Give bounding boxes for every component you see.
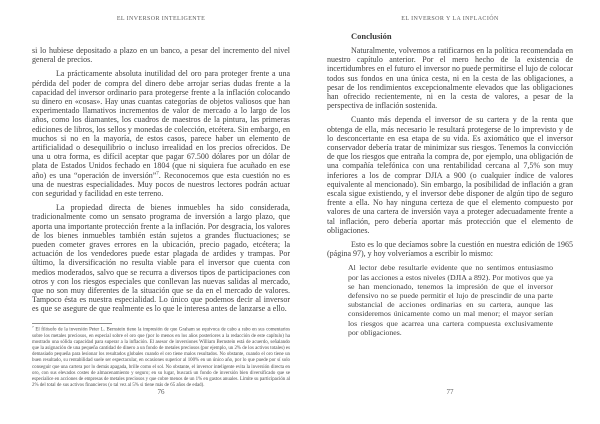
- footnote-reference: 7: [156, 170, 159, 176]
- page-number-right: 77: [446, 388, 454, 396]
- page-number-left: 76: [157, 388, 165, 396]
- footnote: [32, 323, 290, 390]
- running-header-right: EL INVERSOR Y LA INFLACIÓN: [401, 16, 499, 22]
- paragraph-text: La prácticamente absoluta inutilidad del oro para proteger frente a una pérdida del poder de compra del dinero debe arrojar serias dudas frente a la capacidad del inversor ordinario para protegerse frente a la inflación colocando su dinero en «cosas». Hay unas cuantas categorías de objetos valiosos que han experimentado llamativos incrementos de valor de mercado a lo largo de los años, como los diamantes, los cuadros de maestros de la pintura, las primeras ediciones de libros, los sellos y monedas de colección, etcétera. Sin embargo, en muchos si no en la mayoría, de estos casos, parece haber un elemento de artificialidad o desequilibrio o incluso irrealidad en los precios ofrecidos. De una u otra forma, es difícil aceptar que pagar 67.500 dólares por un dólar de plata de Estados Unidos fechado en 1804 (que ni siquiera fue acuñado en ese año) es una “operación de inversión”: [32, 69, 290, 180]
- right-page-body: [327, 31, 573, 337]
- body-paragraph: Esto es lo que decíamos sobre la cuestión en nuestra edición de 1965 (página 97), y hoy volveríamos a escribir lo mismo:: [327, 240, 573, 259]
- body-paragraph: Cuanto más dependa el inversor de su cartera y de la renta que obtenga de ella, más necesario le resultará protegerse de lo imprevisto y de lo desconcertante en esa etapa de su vida. Es axiomático que el inversor conservador debería tratar de minimizar sus riesgos. Tenemos la convicción de que los riesgos que entraña la compra de, por ejemplo, una obligación de una compañía telefónica con una rentabilidad cercana al 7,5% son muy inferiores a los de comprar DJIA a 900 (o cualquier índice de valores equivalente al mencionado). Sin embargo, la posibilidad de inflación a gran escala sigue existiendo, y el inversor debe disponer de algún tipo de seguro frente a ella. No hay ninguna certeza de que el elemento compuesto por valores de una cartera de inversión vaya a proteger adecuadamente frente a tal inflación, pero debería aportar más protección que el elemento de obligaciones.: [327, 115, 573, 235]
- paragraph-text: . Reconocemos que esta cuestión no es una de nuestras especialidades. Muy pocos de nuestros lectores podrán actuar con seguridad y facilidad en este terreno.: [32, 170, 290, 199]
- footnote-body: El filósofo de la inversión Peter L. Bernstein tiene la impresión de que Graham se equivoca de cabo a rabo en sus comentarios sobre los metales preciosos, en especial sobre el oro que (por lo menos en los años posteriores a la redacción de este capítulo) ha mostrado una sólida capacidad para superar a la inflación. El asesor de inversiones William Bernstein está de acuerdo, señalando que la asignación de una pequeña cantidad de dinero a un fondo de metales preciosos (por ejemplo, un 2% de los activos totales) es demasiado pequeña para lesionar los resultados globales cuando el oro tiene malos resultados. No obstante, cuando el oro tiene un buen resultado, su rentabilidad suele ser espectacular, en ocasiones superior al 100% en un único año, por lo que puede por sí solo conseguir que una cartera por lo demás apagada, brille como el sol. No obstante, el inversor inteligente evita la inversión directa en oro, con sus elevados costes de almacenamiento y seguro; en su lugar, buscará un fondo de inversión bien diversificado que se especialice en acciones de empresas de metales preciosos y que cobre menos de un 1% en gastos anuales. Limite su participación al 2% del total de sus activos financieros (o tal vez al 5% si tiene más de 65 años de edad).: [32, 327, 290, 389]
- body-paragraph: La propiedad directa de bienes inmuebles ha sido considerada, tradicionalmente como un sensato programa de inversión a largo plazo, que aporta una importante protección frente a la inflación. Por desgracia, los valores de los bienes inmuebles también están sujetos a grandes fluctuaciones; se pueden cometer graves errores en la ubicación, precio pagado, etcétera; la actuación de los vendedores puede estar plagada de ardides y trampas. Por último, la diversificación no resulta viable para el inversor que cuenta con medios moderados, salvo que se recurra a diversos tipos de participaciones con otros y con los riesgos especiales que conllevan las nuevas salidas al mercado, que no son muy diferentes de la situación que se da en el mercado de valores. Tampoco ésta es nuestra especialidad. Lo único que podemos decir al inversor es que se asegure de que realmente es lo que le interesa antes de lanzarse a ello.: [32, 203, 290, 314]
- page-left: [32, 0, 290, 424]
- running-header-left: EL INVERSOR INTELIGENTE: [116, 16, 206, 22]
- body-paragraph: Naturalmente, volvemos a ratificarnos en la política recomendada en nuestro capítulo anterior. Por el mero hecho de la existencia de incertidumbres en el futuro el inversor no puede permitirse el lujo de colocar todos sus fondos en una única cesta, ni en la cesta de las obligaciones, a pesar de los rendimientos excepcionalmente elevados que las obligaciones han ofrecido recientemente, ni en la cesta de valores, a pesar de la perspectiva de inflación sostenida.: [327, 46, 573, 111]
- footnote-divider: [32, 323, 112, 324]
- footnote-marker: 7: [32, 324, 34, 329]
- body-paragraph: si lo hubiese depositado a plazo en un banco, a pesar del incremento del nivel general de precios.: [32, 46, 290, 65]
- section-heading: Conclusión: [351, 31, 392, 41]
- footnote-text: [32, 324, 290, 390]
- block-quote: Al lector debe resultarle evidente que no sentimos entusiasmo por las acciones a estos niveles (DJIA a 892). Por motivos que ya se han mencionado, tenemos la impresión de que el inversor defensivo no se puede permitir el lujo de prescindir de una parte substancial de acciones ordinarias en su cartera, aunque las consideremos únicamente como un mal menor; el mayor serían los riesgos que acarrea una cartera compuesta exclusivamente por obligaciones.: [348, 263, 553, 337]
- page-right: [327, 0, 573, 424]
- body-paragraph: [32, 69, 290, 198]
- left-page-body: [32, 46, 290, 389]
